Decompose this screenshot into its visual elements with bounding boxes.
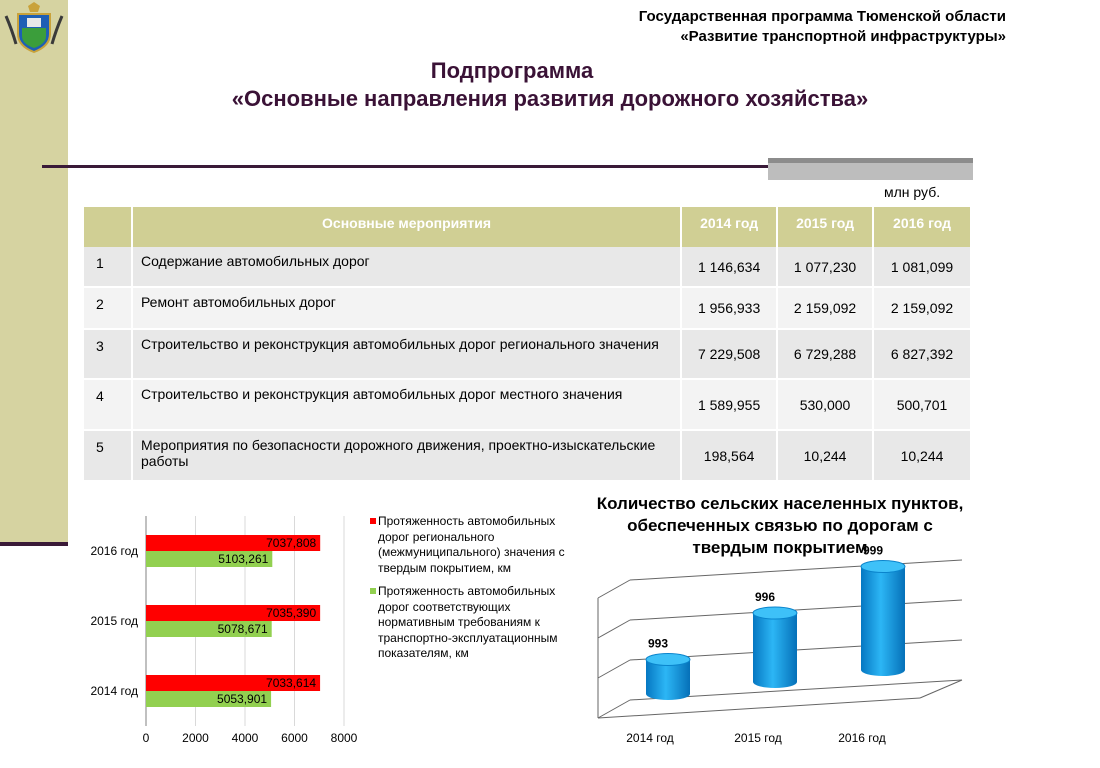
road-length-legend xyxy=(370,514,570,670)
row-number: 3 xyxy=(84,329,132,379)
row-value-2015: 6 729,288 xyxy=(777,329,873,379)
depth-gridline xyxy=(598,660,630,678)
y-category-label: 2016 год xyxy=(90,544,138,558)
bar-data-label: 7037,808 xyxy=(266,536,317,550)
row-value-2016: 500,701 xyxy=(873,379,971,430)
column-body xyxy=(753,613,797,688)
x-tick-label: 2000 xyxy=(182,731,209,745)
row-activity: Ремонт автомобильных дорог xyxy=(132,287,681,329)
x-tick-label: 4000 xyxy=(231,731,259,745)
row-activity: Строительство и реконструкция автомобильных дорог местного значения xyxy=(132,379,681,430)
x-tick-label: 8000 xyxy=(330,731,358,745)
legend-item-regional xyxy=(370,514,570,576)
row-value-2016: 2 159,092 xyxy=(873,287,971,329)
row-value-2015: 530,000 xyxy=(777,379,873,430)
y-category-label: 2014 год xyxy=(90,684,138,698)
row-number: 2 xyxy=(84,287,132,329)
column-top xyxy=(861,561,905,573)
depth-gridline xyxy=(598,620,630,638)
bar-data-label: 5078,671 xyxy=(217,622,268,636)
subprogram-name: «Основные направления развития дорожного хозяйства» xyxy=(231,86,869,111)
left-band-divider xyxy=(0,542,68,546)
table-row xyxy=(84,430,971,481)
settlements-chart-title: Количество сельских населенных пунктов, обеспеченных связью по дорогам с твердым покрытием xyxy=(596,494,964,557)
table-row xyxy=(84,379,971,430)
legend-label-normative: Протяженность автомобильных дорог соответствующих нормативным требованиям к транспортно-эксплуатационным показателям, км xyxy=(378,584,558,660)
row-number: 5 xyxy=(84,430,132,481)
row-number: 4 xyxy=(84,379,132,430)
program-title-line1: Государственная программа Тюменской области xyxy=(638,8,1006,25)
row-value-2015: 2 159,092 xyxy=(777,287,873,329)
row-value-2014: 1 146,634 xyxy=(681,247,777,287)
col-header-number xyxy=(84,207,132,247)
units-label: млн руб. xyxy=(884,184,941,200)
col-header-2014: 2014 год xyxy=(681,207,777,247)
row-value-2014: 1 589,955 xyxy=(681,379,777,430)
row-value-2014: 7 229,508 xyxy=(681,329,777,379)
column-top xyxy=(646,654,690,666)
row-value-2016: 10,244 xyxy=(873,430,971,481)
back-gridline xyxy=(630,560,962,580)
x-category-label: 2014 год xyxy=(626,731,674,745)
legend-swatch-green xyxy=(370,588,376,594)
legend-label-regional: Протяженность автомобильных дорог регионального (межмуниципального) значения с твердым покрытием, км xyxy=(378,514,565,575)
row-number: 1 xyxy=(84,247,132,287)
bar-data-label: 5103,261 xyxy=(218,552,269,566)
x-tick-label: 0 xyxy=(142,731,150,745)
road-length-bar-chart xyxy=(74,514,364,746)
row-value-2016: 6 827,392 xyxy=(873,329,971,379)
row-value-2015: 1 077,230 xyxy=(777,247,873,287)
x-tick-label: 6000 xyxy=(281,731,308,745)
settlements-column-chart xyxy=(590,543,980,750)
coat-of-arms-icon xyxy=(0,0,68,56)
depth-gridline xyxy=(598,580,630,598)
row-activity: Мероприятия по безопасности дорожного движения, проектно-изыскательские работы xyxy=(132,430,681,481)
column-data-label: 999 xyxy=(862,543,884,558)
column-data-label: 993 xyxy=(647,636,669,651)
row-value-2016: 1 081,099 xyxy=(873,247,971,287)
col-header-2015: 2015 год xyxy=(777,207,873,247)
table-row xyxy=(84,329,971,379)
col-header-activity: Основные мероприятия xyxy=(132,207,681,247)
table-row xyxy=(84,287,971,329)
bar-data-label: 7035,390 xyxy=(266,606,317,620)
program-title-line2: «Развитие транспортной инфраструктуры» xyxy=(680,28,1006,45)
bar-data-label: 5053,901 xyxy=(217,692,268,706)
column-body xyxy=(861,567,905,677)
funding-table xyxy=(84,207,972,482)
decor-gray-block-top xyxy=(768,158,973,163)
legend-swatch-red xyxy=(370,518,376,524)
col-header-2016: 2016 год xyxy=(873,207,971,247)
x-category-label: 2016 год xyxy=(838,731,886,745)
x-category-label: 2015 год xyxy=(734,731,782,745)
row-value-2014: 1 956,933 xyxy=(681,287,777,329)
row-value-2015: 10,244 xyxy=(777,430,873,481)
floor-right-edge xyxy=(920,680,962,698)
row-value-2014: 198,564 xyxy=(681,430,777,481)
floor-front-edge xyxy=(598,698,920,718)
depth-gridline xyxy=(598,700,630,718)
row-activity: Содержание автомобильных дорог xyxy=(132,247,681,287)
title-divider xyxy=(42,165,772,168)
subprogram-title: Подпрограмма xyxy=(430,58,594,83)
column-data-label: 996 xyxy=(754,590,776,604)
row-activity: Строительство и реконструкция автомобильных дорог регионального значения xyxy=(132,329,681,379)
table-row xyxy=(84,247,971,287)
y-category-label: 2015 год xyxy=(90,614,138,628)
legend-item-normative xyxy=(370,584,570,662)
bar-data-label: 7033,614 xyxy=(266,676,317,690)
column-top xyxy=(753,607,797,619)
table-header-row xyxy=(84,207,971,247)
